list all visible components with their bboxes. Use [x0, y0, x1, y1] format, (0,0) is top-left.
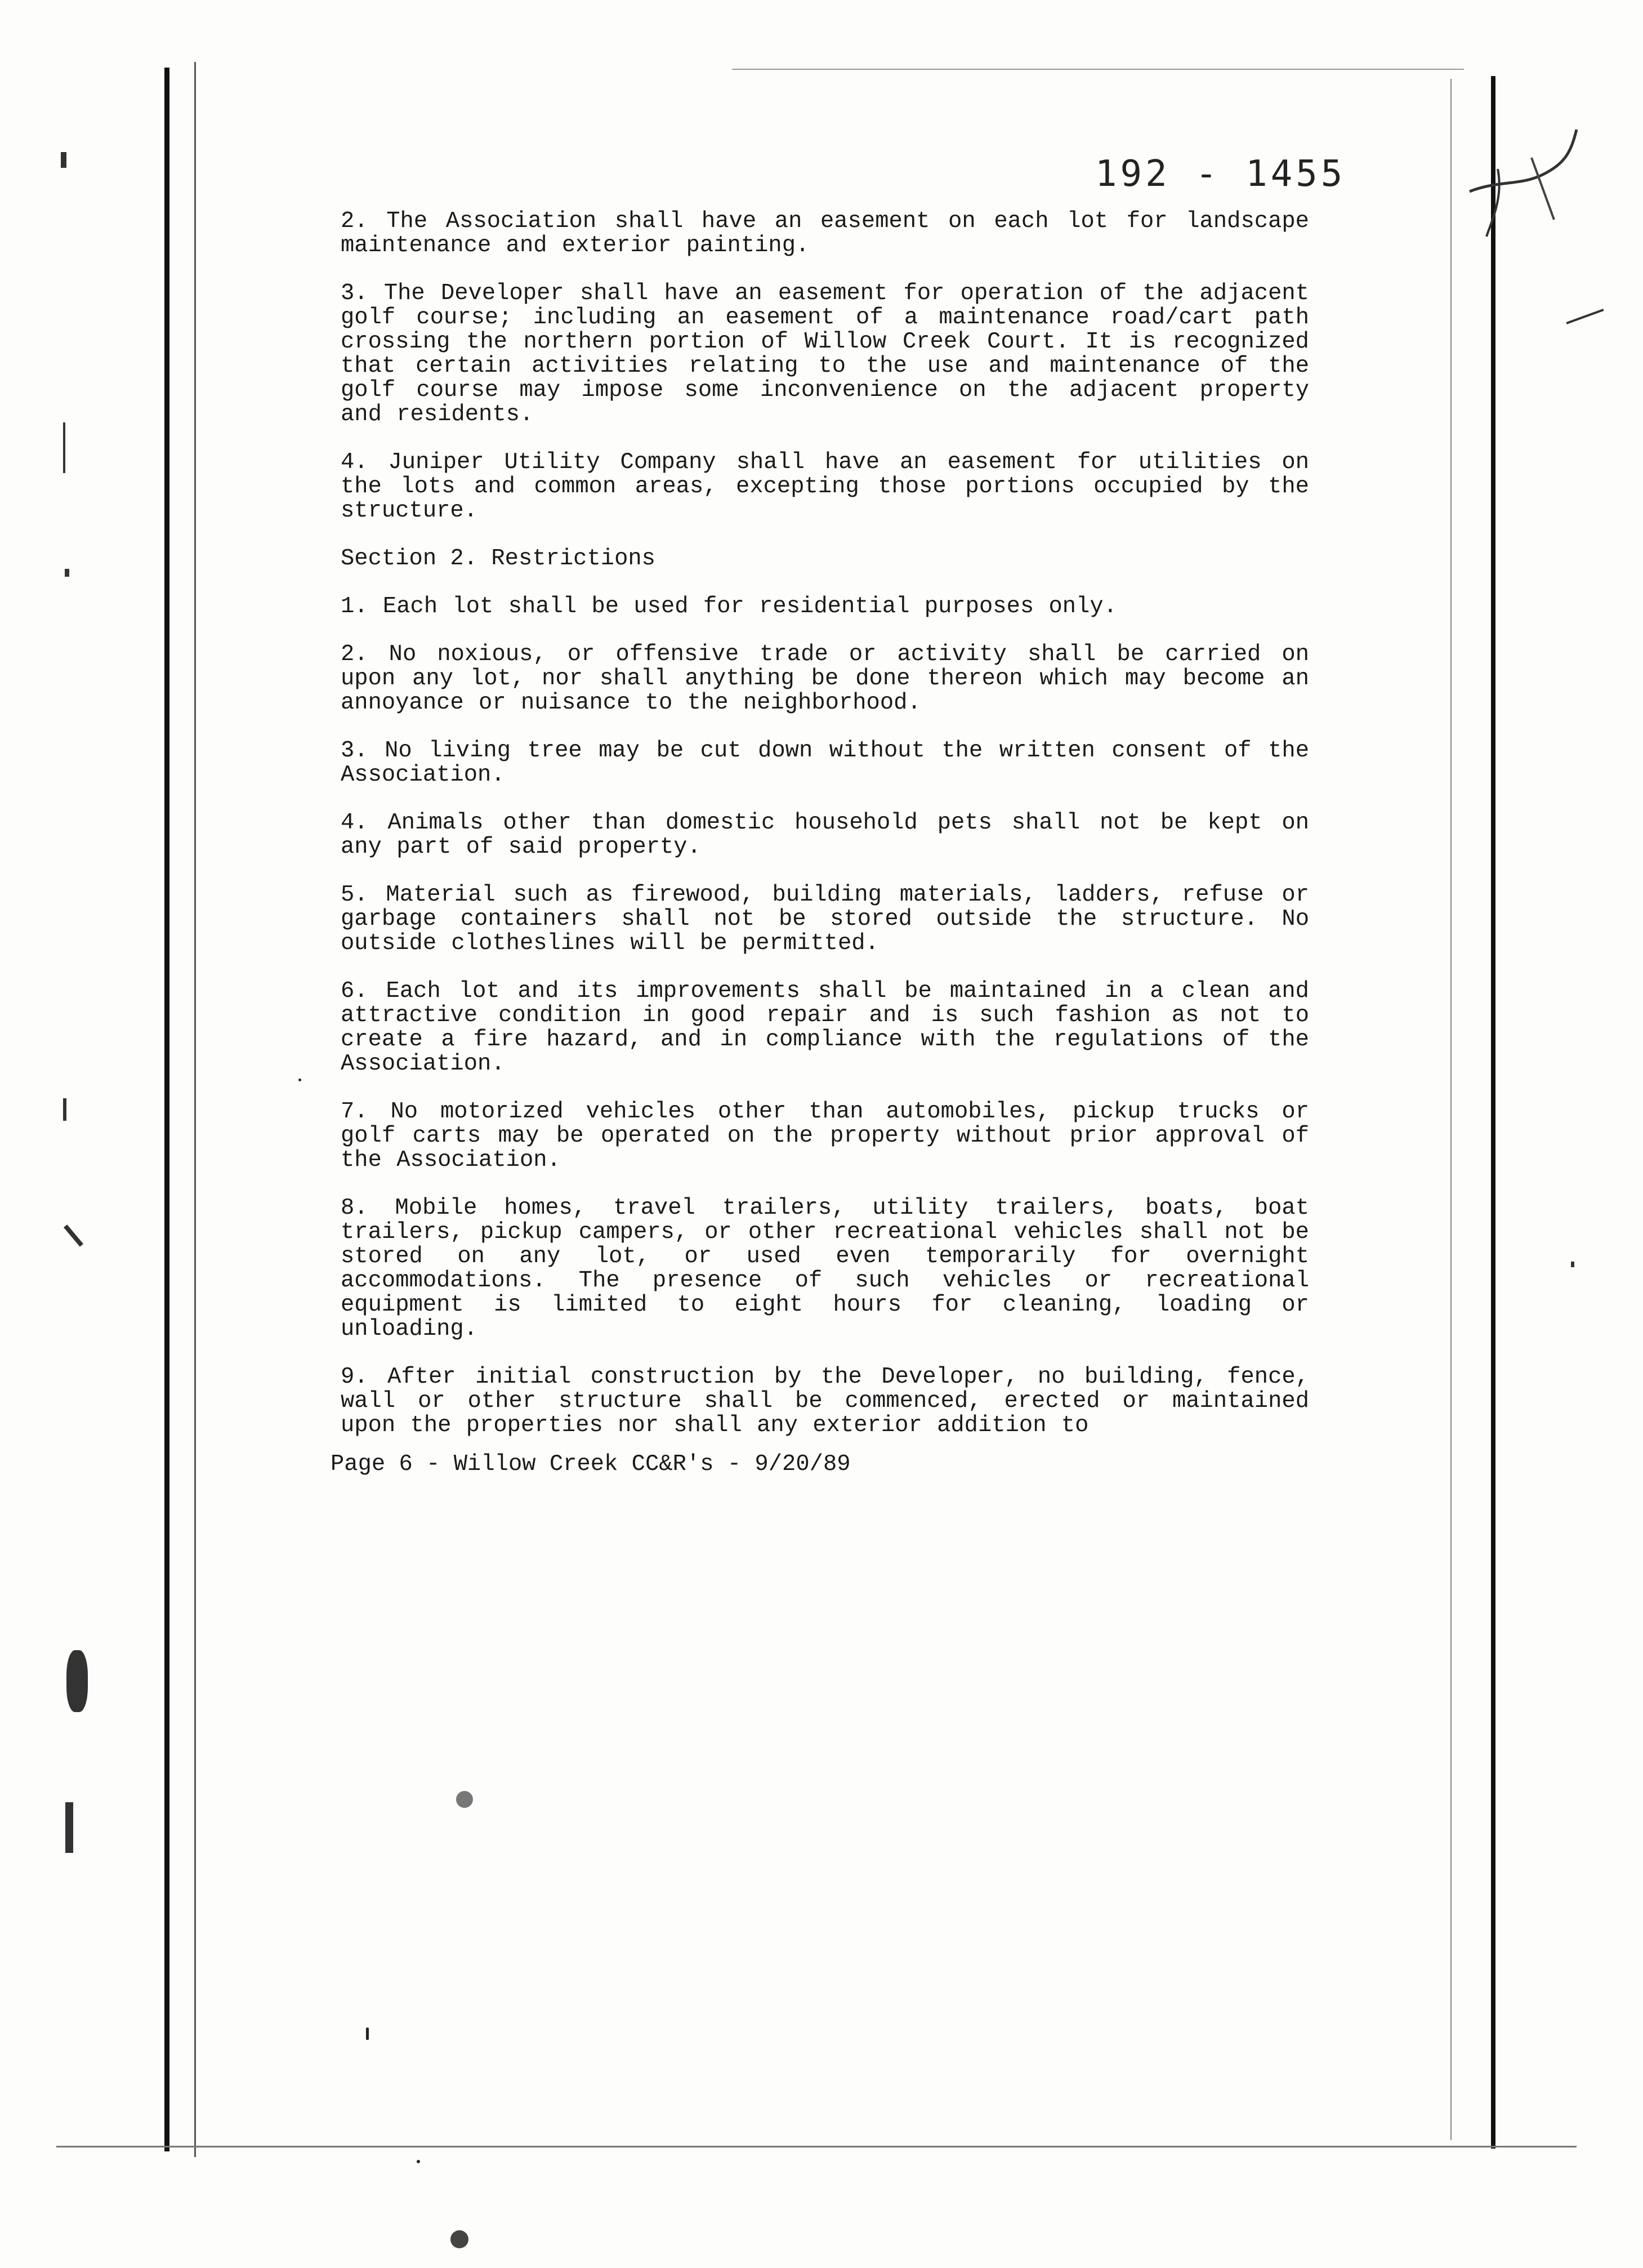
scan-edge-right — [1450, 79, 1452, 2140]
scan-speck — [456, 1791, 473, 1808]
scan-speck — [298, 1079, 301, 1081]
page-number: 192 - 1455 — [1095, 153, 1346, 195]
scan-speck — [366, 2028, 369, 2040]
restriction-paragraph: 3. No living tree may be cut down without the written consent of the Association. — [341, 738, 1309, 788]
margin-mark — [1566, 309, 1604, 324]
margin-mark — [66, 1650, 88, 1712]
scan-edge-bottom — [56, 2146, 1577, 2147]
scan-edge-top — [732, 69, 1464, 70]
binding-line-left — [164, 68, 169, 2151]
easement-paragraph: 2. The Association shall have an easement on each lot for landscape maintenance and exterior painting. — [341, 208, 1309, 259]
scan-speck — [450, 2230, 468, 2248]
restriction-paragraph: 5. Material such as firewood, building materials, ladders, refuse or garbage containers shall not be stored outside the structure. No outside clotheslines will be permitted. — [341, 882, 1309, 956]
restriction-paragraph: 4. Animals other than domestic household pets shall not be kept on any part of said property. — [341, 810, 1309, 860]
restriction-paragraph: 6. Each lot and its improvements shall be maintained in a clean and attractive condition in good repair and is such fashion as not to create a fire hazard, and in compliance with the regulations of the Association. — [341, 978, 1309, 1077]
handwritten-mark — [1464, 107, 1588, 253]
margin-mark — [65, 569, 69, 577]
section-heading: Section 2. Restrictions — [341, 546, 655, 572]
restriction-paragraph: 1. Each lot shall be used for residential purposes only. — [341, 594, 1118, 620]
page-footer: Page 6 - Willow Creek CC&R's - 9/20/89 — [331, 1451, 851, 1477]
margin-mark — [1571, 1262, 1574, 1267]
easement-paragraph: 4. Juniper Utility Company shall have an easement for utilities on the lots and common areas, excepting those portions occupied by the structure. — [341, 449, 1309, 524]
easement-paragraph: 3. The Developer shall have an easement for operation of the adjacent golf course; including an easement of a maintenance road/cart path crossing the northern portion of Willow Creek Court. It is recognized that certain activities relating to the use and maintenance of the golf course may impose some inconvenience on the adjacent property and residents. — [341, 280, 1309, 427]
restriction-paragraph: 8. Mobile homes, travel trailers, utility trailers, boats, boat trailers, pickup campers, or other recreational vehicles shall not be stored on any lot, or used even temporarily for overnight accommodations. The presence of such vehicles or recreational equipment is limited to eight hours for cleaning, loading or unloading. — [341, 1195, 1309, 1342]
document-body — [331, 208, 1309, 1477]
scan-edge-left — [194, 62, 196, 2157]
scan-speck — [417, 2160, 420, 2163]
margin-mark — [65, 1802, 73, 1853]
margin-mark — [64, 1224, 83, 1247]
margin-mark — [61, 152, 66, 168]
restriction-paragraph: 7. No motorized vehicles other than automobiles, pickup trucks or golf carts may be operated on the property without prior approval of the Association. — [341, 1099, 1309, 1173]
margin-mark — [63, 1098, 66, 1121]
margin-mark — [63, 422, 65, 473]
binding-line-right — [1491, 76, 1495, 2149]
restriction-paragraph: 2. No noxious, or offensive trade or activity shall be carried on upon any lot, nor shall anything be done thereon which may become an annoyance or nuisance to the neighborhood. — [341, 641, 1309, 716]
restriction-paragraph: 9. After initial construction by the Developer, no building, fence, wall or other structure shall be commenced, erected or maintained upon the properties nor shall any exterior addition to — [341, 1364, 1309, 1438]
